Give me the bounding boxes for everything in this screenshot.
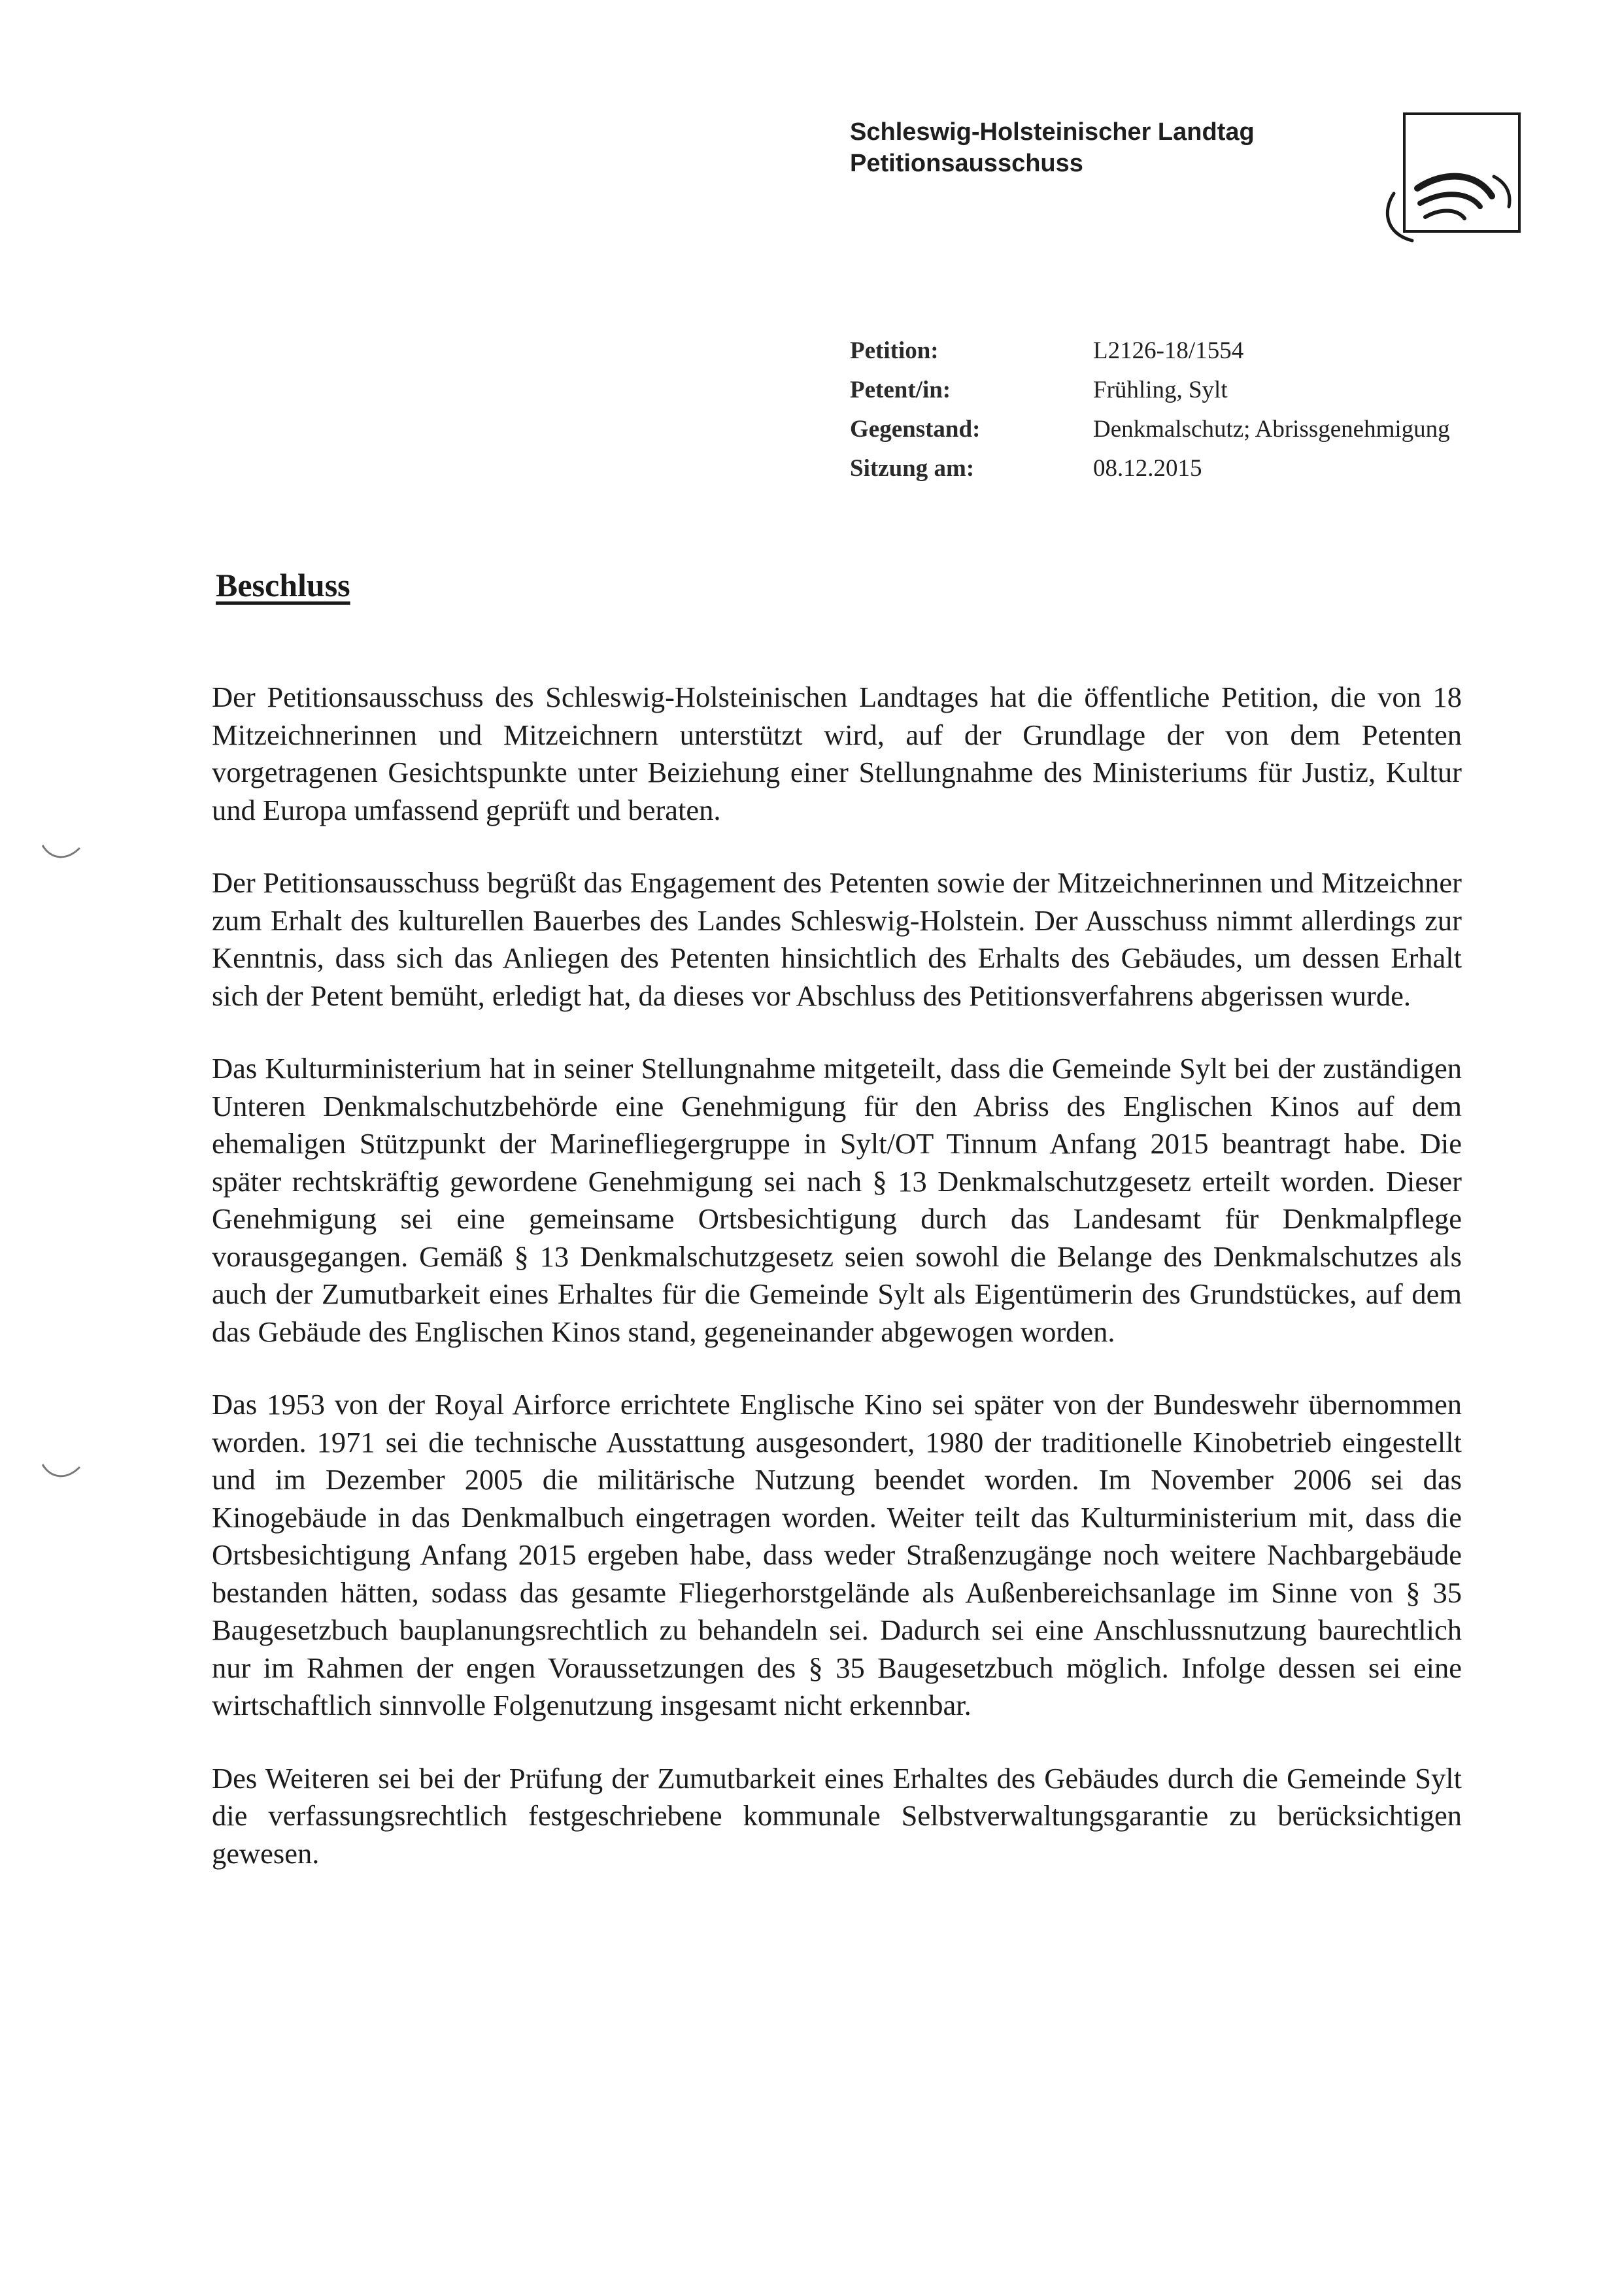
paragraph: Das 1953 von der Royal Airforce errichtete Englische Kino sei später von der Bundeswehr übernommen worden. 1971 sei die technische Ausstattung ausgesondert, 1980 der traditionelle Kinobetrieb eingestellt und im Dezember 2005 die militärische Nutzung beendet worden. Im November 2006 sei das Kinogebäude in das Denkmalbuch eingetragen worden. Weiter teilt das Kulturministerium mit, dass die Ortsbesichtigung Anfang 2015 ergeben habe, dass weder Straßenzugänge noch weitere Nachbargebäude bestanden hätten, sodass das gesamte Fliegerhorstgelände als Außenbereichsanlage im Sinne von § 35 Baugesetzbuch bauplanungsrechtlich zu behandeln sei. Dadurch sei eine Anschlussnutzung baurechtlich nur im Rahmen der engen Voraussetzungen des § 35 Baugesetzbuch möglich. Infolge dessen sei eine wirtschaftlich sinnvolle Folgenutzung insgesamt nicht erkennbar. [212,1388,1462,1721]
meta-value: Denkmalschutz; Abrissgenehmigung [1093,416,1450,443]
document-title: Beschluss [216,567,350,603]
letterhead [850,116,1255,179]
landtag-logo-icon [1360,110,1530,273]
meta-value: Frühling, Sylt [1093,377,1228,403]
meta-value: L2126-18/1554 [1093,337,1244,364]
committee-name: Petitionsausschuss [850,150,1083,177]
meta-label: Gegenstand: [850,416,981,443]
meta-label: Petition: [850,337,939,364]
paragraph: Der Petitionsausschuss des Schleswig-Holsteinischen Landtages hat die öffentliche Petition, die von 18 Mitzeichnerinnen und Mitzeichnern unterstützt wird, auf der Grundlage der von dem Petenten vorgetragenen Gesichtspunkte unter Beiziehung einer Stellungnahme des Ministeriums für Justiz, Kultur und Europa umfassend geprüft und beraten. [212,681,1462,826]
punch-hole-mark [39,840,85,866]
paragraph: Des Weiteren sei bei der Prüfung der Zumutbarkeit eines Erhaltes des Gebäudes durch die Gemeinde Sylt die verfassungsrechtlich festgeschriebene kommunale Selbstverwaltungsgarantie zu berücksichtigen gewesen. [212,1761,1462,1870]
meta-value: 08.12.2015 [1093,455,1202,482]
meta-label: Petent/in: [850,377,951,403]
document-body [212,679,1462,1908]
meta-label: Sitzung am: [850,455,975,482]
paragraph: Das Kulturministerium hat in seiner Stellungnahme mitgeteilt, dass die Gemeinde Sylt bei der zuständigen Unteren Denkmalschutzbehörde eine Genehmigung für den Abriss des Englischen Kinos auf dem ehemaligen Stützpunkt der Marinefliegergruppe in Sylt/OT Tinnum Anfang 2015 beantragt habe. Die später rechtskräftig gewordene Genehmigung sei nach § 13 Denkmalschutzgesetz erteilt worden. Dieser Genehmigung sei eine gemeinsame Ortsbesichtigung durch das Landesamt für Denkmalpflege vorausgegangen. Gemäß § 13 Denkmalschutzgesetz seien sowohl die Belange des Denkmalschutzes als auch der Zumutbarkeit eines Erhaltes für die Gemeinde Sylt als Eigentümerin des Grundstückes, auf dem das Gebäude des Englischen Kinos stand, gegeneinander abgewogen worden. [212,1052,1462,1348]
paragraph: Der Petitionsausschuss begrüßt das Engagement des Petenten sowie der Mitzeichnerinnen und Mitzeichner zum Erhalt des kulturellen Bauerbes des Landes Schleswig-Holstein. Der Ausschuss nimmt allerdings zur Kenntnis, dass sich das Anliegen des Petenten hinsichtlich des Erhalts des Gebäudes, um dessen Erhalt sich der Petent bemüht, erledigt hat, da dieses vor Abschluss des Petitionsverfahrens abgerissen wurde. [212,866,1462,1012]
organization-name: Schleswig-Holsteinischer Landtag [850,118,1255,146]
punch-hole-mark [39,1459,85,1485]
